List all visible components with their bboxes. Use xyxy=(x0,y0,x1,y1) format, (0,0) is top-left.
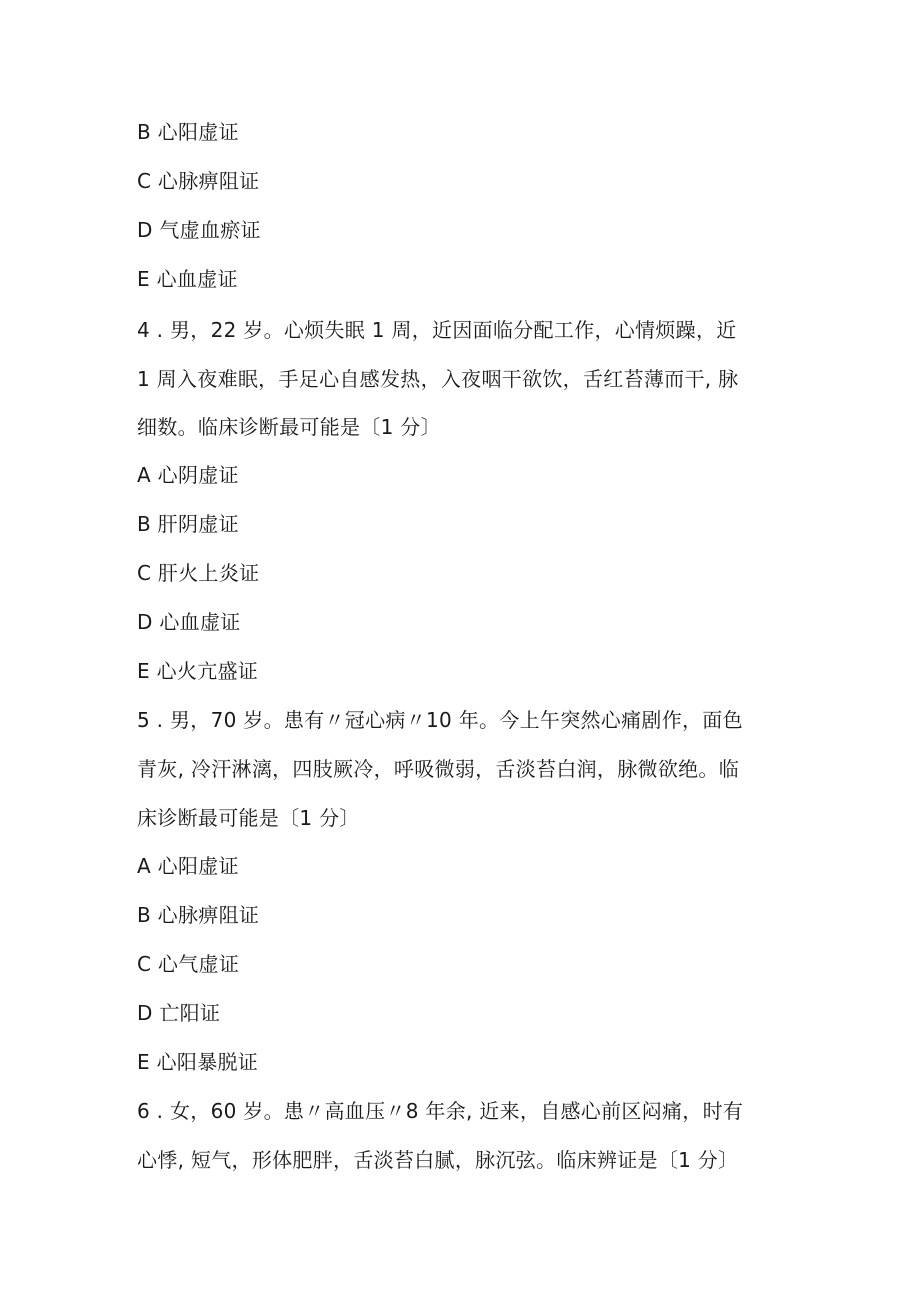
option-3-c: C 心脉痹阻证 xyxy=(137,169,260,193)
option-5-c: C 心气虚证 xyxy=(137,952,240,976)
option-5-b: B 心脉痹阻证 xyxy=(137,903,260,927)
option-5-e: E 心阳暴脱证 xyxy=(137,1050,259,1074)
option-4-b: B 肝阴虚证 xyxy=(137,512,239,536)
option-4-c: C 肝火上炎证 xyxy=(137,561,260,585)
question-5-line-3: 床诊断最可能是〔1 分〕 xyxy=(137,806,360,830)
option-3-e: E 心血虚证 xyxy=(137,267,238,291)
option-4-d: D 心血虚证 xyxy=(137,610,241,634)
option-5-a: A 心阳虚证 xyxy=(137,854,239,878)
question-6-line-2: 心悸, 短气，形体肥胖，舌淡苔白腻，脉沉弦。临床辨证是〔1 分〕 xyxy=(137,1148,739,1172)
question-6-line-1: 6 . 女，60 岁。患〃高血压〃8 年余, 近来，自感心前区闷痛，时有 xyxy=(137,1099,744,1123)
option-3-d: D 气虚血瘀证 xyxy=(137,218,261,242)
question-4-line-1: 4 . 男，22 岁。心烦失眠 1 周，近因面临分配工作，心情烦躁，近 xyxy=(137,318,737,342)
question-4-line-3: 细数。临床诊断最可能是〔1 分〕 xyxy=(137,415,441,439)
question-4-line-2: 1 周入夜难眠，手足心自感发热，入夜咽干欲饮，舌红苔薄而干, 脉 xyxy=(137,367,739,391)
option-5-d: D 亡阳证 xyxy=(137,1001,221,1025)
question-5-line-1: 5 . 男，70 岁。患有〃冠心病〃10 年。今上午突然心痛剧作，面色 xyxy=(137,708,743,732)
question-5-line-2: 青灰, 冷汗淋漓，四肢厥冷，呼吸微弱，舌淡苔白润，脉微欲绝。临 xyxy=(137,757,740,781)
option-4-e: E 心火亢盛证 xyxy=(137,659,259,683)
option-3-b: B 心阳虚证 xyxy=(137,120,239,144)
option-4-a: A 心阴虚证 xyxy=(137,463,239,487)
